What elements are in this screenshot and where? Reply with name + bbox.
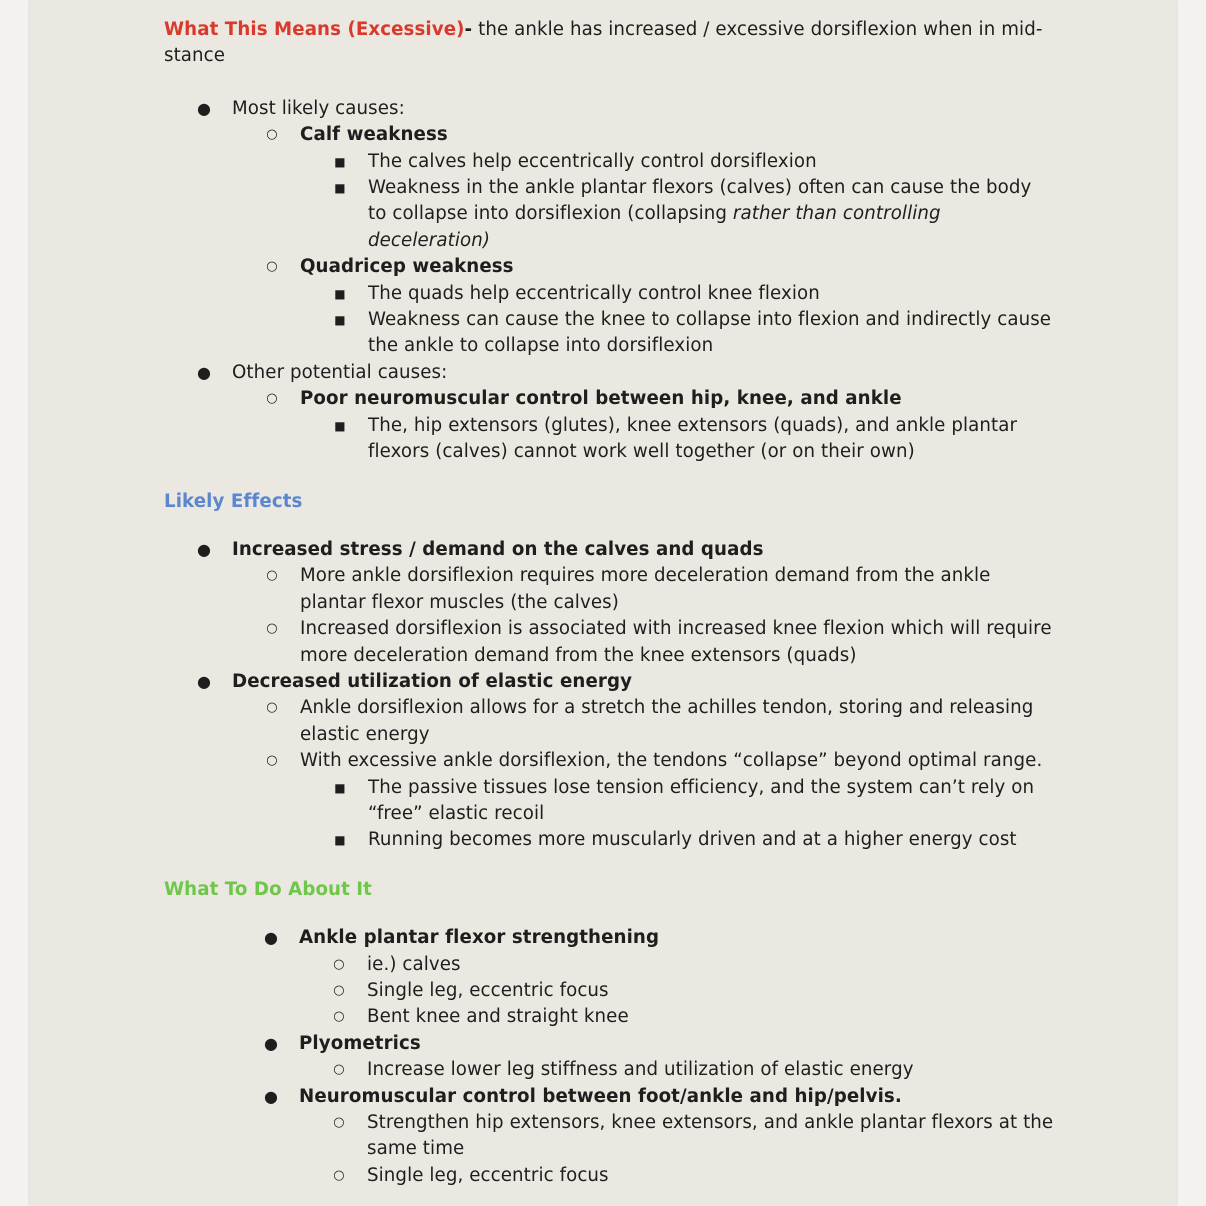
list-item [164, 360, 1054, 466]
list-item-text: With excessive ankle dorsiflexion, the tendons “collapse” beyond optimal range. [300, 750, 1043, 772]
list-item-label: Other potential causes: [232, 361, 448, 383]
circle-marker: ○ [333, 1009, 345, 1025]
list-item-label: Plyometrics [299, 1032, 421, 1054]
list-item-label: Most likely causes: [232, 97, 405, 119]
circle-marker: ○ [266, 621, 278, 637]
list-item [164, 1031, 1054, 1084]
circle-marker: ○ [266, 127, 278, 143]
square-marker: ■ [334, 286, 346, 301]
square-marker: ■ [334, 780, 346, 795]
list-item-text: Ankle dorsiflexion allows for a stretch the achilles tendon, storing and releasing elastic energy [300, 697, 1034, 745]
list-item [300, 307, 1054, 360]
list-item [299, 1057, 1054, 1083]
document-page [30, 0, 1176, 1206]
square-marker: ■ [334, 418, 346, 433]
list-item-text: The, hip extensors (glutes), knee extensors (quads), and ankle plantar flexors (calves) cannot work well together (or on their own) [368, 414, 1018, 463]
list-item [164, 537, 1054, 669]
list-item-text: The calves help eccentrically control dorsiflexion [368, 150, 817, 172]
square-marker: ■ [334, 154, 346, 169]
list-item [299, 952, 1054, 978]
list-item-label: Increased stress / demand on the calves and quads [232, 538, 764, 560]
list-item-label: Ankle plantar flexor strengthening [299, 927, 660, 949]
bullet-marker: ● [196, 98, 212, 118]
circle-marker: ○ [333, 1062, 345, 1078]
list-item [299, 1163, 1054, 1189]
list-item-label: Quadricep weakness [300, 256, 514, 278]
bullet-marker: ● [196, 362, 212, 382]
square-marker: ■ [334, 833, 346, 848]
list-item [299, 1110, 1054, 1163]
list-item-text: Strengthen hip extensors, knee extensors, and ankle plantar flexors at the same time [367, 1112, 1054, 1160]
list-item-text: ie.) calves [367, 953, 461, 975]
list-item [232, 386, 1054, 465]
list-item [232, 563, 1054, 616]
list-item [232, 748, 1054, 854]
list-item-italic: rather than controlling deceleration) [368, 203, 941, 251]
list-item [300, 775, 1054, 828]
list-item [164, 925, 1054, 1031]
circle-marker: ○ [333, 983, 345, 998]
bullet-marker: ● [263, 1033, 279, 1053]
bullet-marker: ● [196, 671, 212, 691]
section1-heading: What This Means (Excessive) [164, 19, 465, 40]
list-item-label: Calf weakness [300, 124, 448, 146]
list-item-text: Running becomes more muscularly driven and at a higher energy cost [368, 829, 1017, 851]
list-item [232, 616, 1054, 669]
section1-text: the ankle has increased / excessive dorsiflexion when in mid-stance [164, 19, 1043, 67]
section3-heading: What To Do About It [164, 878, 372, 900]
list-item [232, 122, 1054, 254]
list-item-text: Increase lower leg stiffness and utilization of elastic energy [367, 1059, 914, 1081]
list-item-text: Single leg, eccentric focus [367, 1164, 609, 1186]
list-item-text: Weakness can cause the knee to collapse into flexion and indirectly cause the ankle to collapse into dorsiflexion [368, 309, 1052, 357]
bullet-marker: ● [263, 928, 279, 948]
document-content [164, 17, 1054, 1189]
circle-marker: ○ [266, 259, 278, 275]
list-item [300, 175, 1054, 254]
circle-marker: ○ [333, 1115, 345, 1131]
circle-marker: ○ [333, 956, 345, 972]
section1-dash: - [464, 19, 473, 40]
square-marker: ■ [334, 313, 346, 328]
list-item-text: Bent knee and straight knee [367, 1006, 629, 1028]
list-item [299, 978, 1054, 1004]
list-item-text: The passive tissues lose tension efficiency, and the system can’t rely on “free” elastic recoil [368, 776, 1035, 824]
list-item [232, 254, 1054, 360]
circle-marker: ○ [333, 1167, 345, 1183]
section1-intro [164, 17, 1054, 70]
list-item [300, 413, 1054, 466]
circle-marker: ○ [266, 568, 278, 584]
list-item [300, 149, 1054, 175]
list-item [300, 827, 1054, 853]
list-item-text: More ankle dorsiflexion requires more deceleration demand from the ankle plantar flexor muscles (the calves) [300, 565, 991, 613]
list-item-text: Weakness in the ankle plantar flexors (calves) often can cause the body to collapse into dorsiflexion (collapsing [368, 177, 1032, 225]
list-item-text: The quads help eccentrically control knee flexion [368, 282, 820, 304]
circle-marker: ○ [266, 391, 278, 407]
list-item [164, 96, 1054, 360]
list-item [164, 1084, 1054, 1190]
list-item-label: Poor neuromuscular control between hip, knee, and ankle [300, 388, 902, 410]
list-item-label: Neuromuscular control between foot/ankle and hip/pelvis. [299, 1085, 902, 1107]
circle-marker: ○ [266, 753, 278, 769]
bullet-marker: ● [196, 539, 212, 559]
section2-heading: Likely Effects [164, 490, 303, 512]
list-item [300, 281, 1054, 307]
circle-marker: ○ [266, 700, 278, 716]
square-marker: ■ [334, 181, 346, 196]
list-item-text: Single leg, eccentric focus [367, 980, 609, 1001]
list-item-text: Increased dorsiflexion is associated with increased knee flexion which will require more deceleration demand from the knee extensors (quads) [300, 618, 1052, 666]
bullet-marker: ● [263, 1086, 279, 1106]
list-item [164, 669, 1054, 854]
list-item [299, 1004, 1054, 1030]
list-item-label: Decreased utilization of elastic energy [232, 670, 633, 692]
list-item [232, 695, 1054, 748]
